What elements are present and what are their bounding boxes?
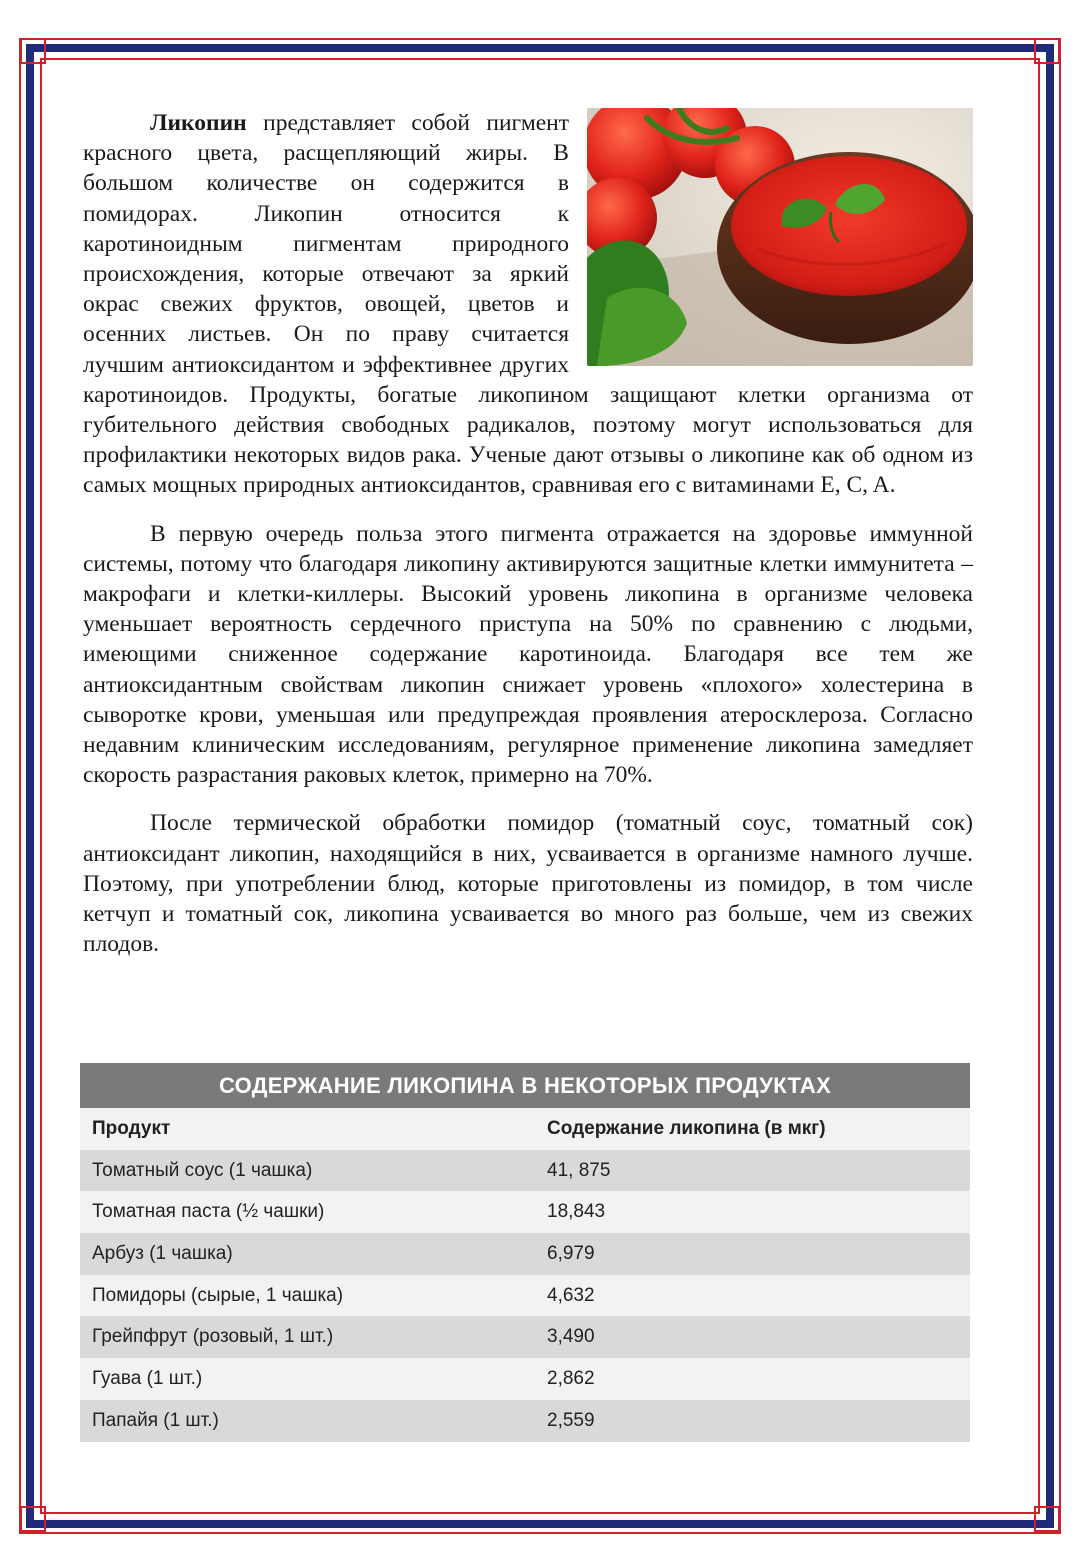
table-row <box>80 1191 970 1233</box>
product-cell: Гуава (1 шт.) <box>80 1358 537 1400</box>
frame-corner-ornament <box>1034 1506 1060 1532</box>
frame-corner-ornament <box>1034 38 1060 64</box>
product-cell: Томатный соус (1 чашка) <box>80 1150 537 1192</box>
lycopene-value-cell: 4,632 <box>537 1275 970 1317</box>
table-row <box>80 1316 970 1358</box>
tomato-soup-photo <box>587 108 973 366</box>
table-header-row <box>80 1108 970 1150</box>
table-title: СОДЕРЖАНИЕ ЛИКОПИНА В НЕКОТОРЫХ ПРОДУКТАХ <box>80 1063 970 1108</box>
lycopene-value-cell: 3,490 <box>537 1316 970 1358</box>
lycopene-value-cell: 41, 875 <box>537 1150 970 1192</box>
lycopene-value-cell: 18,843 <box>537 1191 970 1233</box>
article-body <box>83 108 973 959</box>
lycopene-value-cell: 6,979 <box>537 1233 970 1275</box>
frame-corner-ornament <box>20 1506 46 1532</box>
table-row <box>80 1358 970 1400</box>
intro-term: Ликопин <box>150 110 247 136</box>
lycopene-value-cell: 2,559 <box>537 1400 970 1442</box>
lycopene-data-table <box>80 1108 970 1442</box>
product-cell: Помидоры (сырые, 1 чашка) <box>80 1275 537 1317</box>
product-cell: Грейпфрут (розовый, 1 шт.) <box>80 1316 537 1358</box>
table-row <box>80 1275 970 1317</box>
column-header-lycopene: Содержание ликопина (в мкг) <box>537 1108 970 1150</box>
product-cell: Папайя (1 шт.) <box>80 1400 537 1442</box>
intro-paragraph <box>83 108 973 501</box>
table-row <box>80 1233 970 1275</box>
frame-corner-ornament <box>20 38 46 64</box>
lycopene-value-cell: 2,862 <box>537 1358 970 1400</box>
table-row <box>80 1150 970 1192</box>
table-row <box>80 1400 970 1442</box>
lycopene-table <box>80 1063 970 1442</box>
immune-paragraph: В первую очередь польза этого пигмента отражается на здоровье иммунной системы, потому что благодаря ликопину активируются защитные клетки иммунитета – макрофаги и клетки-киллеры. Высокий уровень ликопина в организме человека уменьшает вероятность сердечного приступа на 50% по сравнению с людьми, имеющими сниженное содержание каротиноида. Благодаря все тем же антиоксидантным свойствам ликопин снижает уровень «плохого» холестерина в сыворотке крови, уменьшая или предупреждая проявления атеросклероза. Согласно недавним клиническим исследованиям, регулярное применение ликопина замедляет скорость разрастания раковых клеток, примерно на 70%. <box>83 520 973 789</box>
product-cell: Томатная паста (½ чашки) <box>80 1191 537 1233</box>
product-cell: Арбуз (1 чашка) <box>80 1233 537 1275</box>
cooking-paragraph: После термической обработки помидор (томатный соус, томатный сок) антиоксидант ликопин, находящийся в них, усваивается в организме намного лучше. Поэтому, при употреблении блюд, которые приготовлены из помидор, в том числе кетчуп и томатный сок, ликопина усваивается во много раз больше, чем из свежих плодов. <box>83 810 973 958</box>
column-header-product: Продукт <box>80 1108 537 1150</box>
intro-text: представляет собой пигмент красного цвета, расщепляющий жиры. В большом количестве он содержится в помидорах. Ликопин относится к каротиноидным пигментам природного происхождения, которые отвечают за яркий окрас свежих фруктов, овощей, цветов и осенних листьев. Он по праву считается лучшим антиоксидантом и эффективнее других каротиноидов. Продукты, богатые ликопином защищают клетки организма от губительного действия свободных радикалов, поэтому могут использоваться для профилактики некоторых видов рака. Ученые дают отзывы о ликопине как об одном из самых мощных природных антиоксидантов, сравнивая его с витаминами E, C, A. <box>83 110 973 499</box>
